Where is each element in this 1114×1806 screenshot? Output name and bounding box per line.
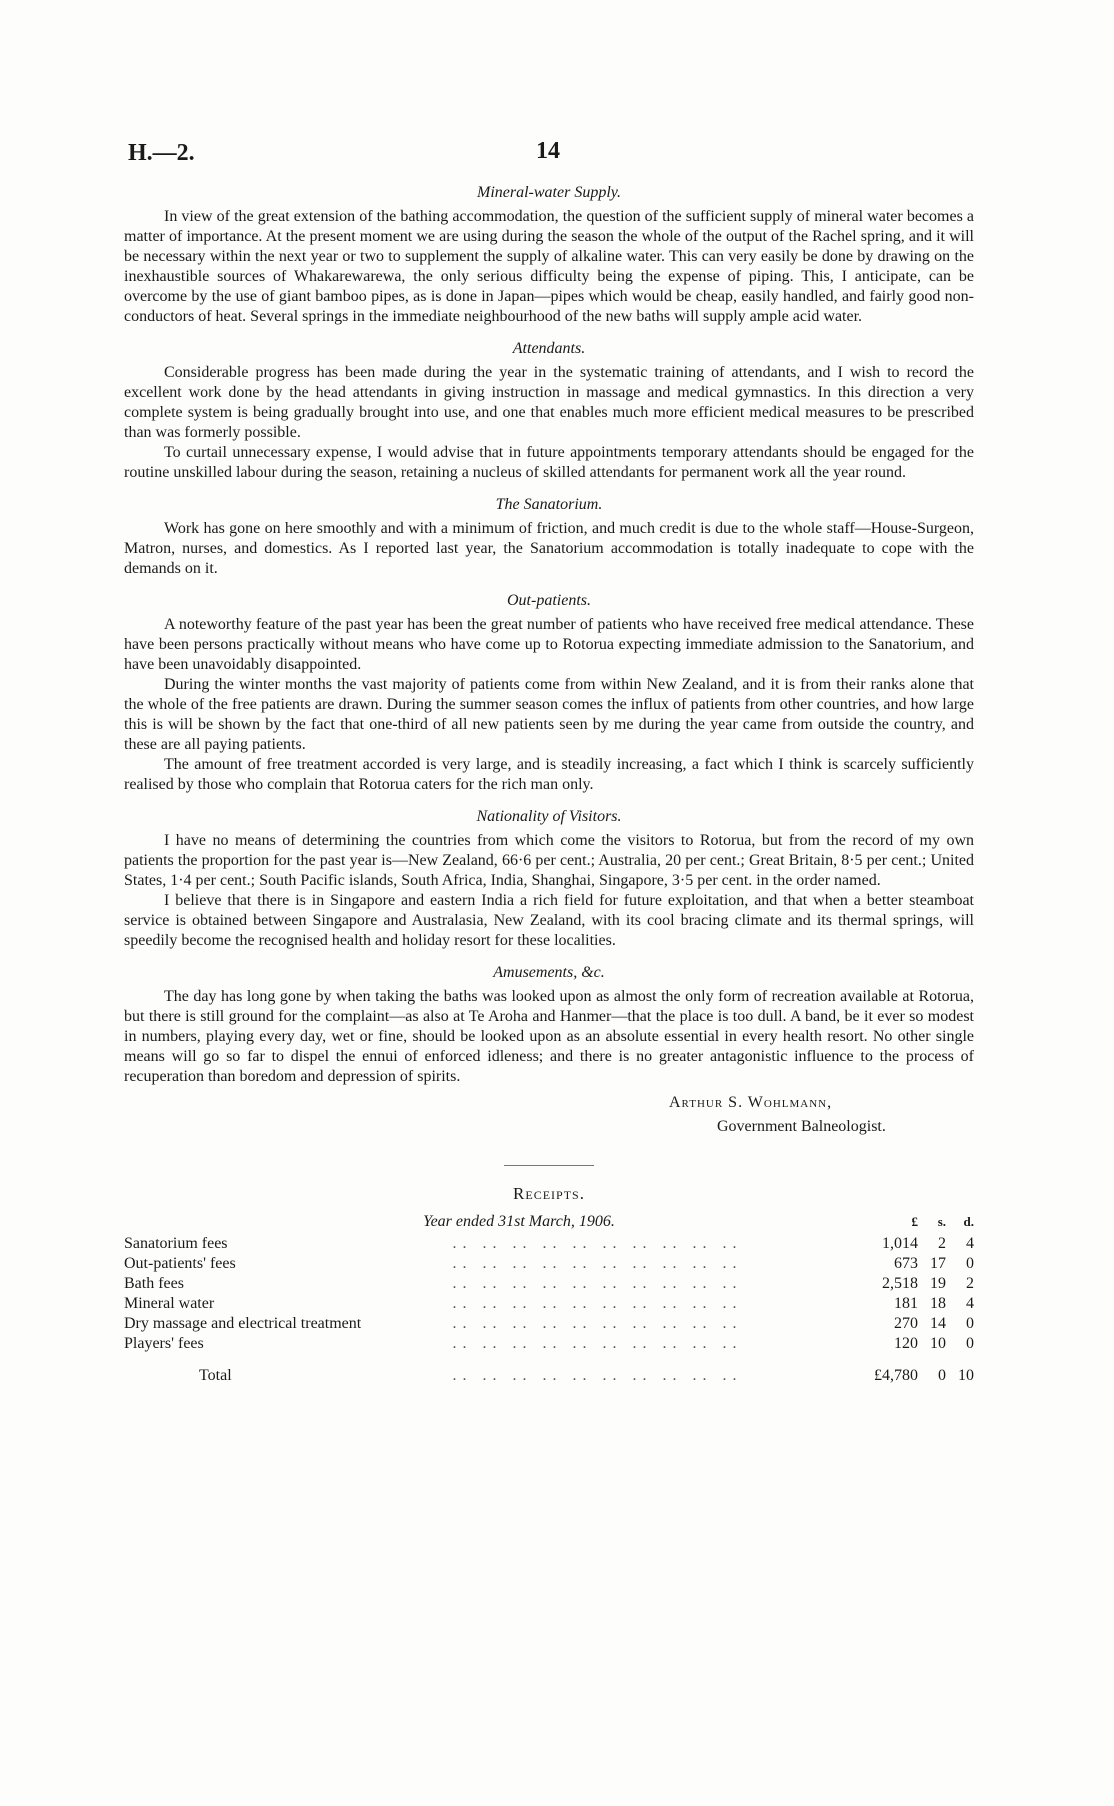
table-row xyxy=(124,1274,974,1294)
leader-dots: .. .. .. .. .. .. .. .. .. .. xyxy=(452,1255,743,1272)
report-reference: H.—2. xyxy=(128,140,195,166)
row-label: Players' fees xyxy=(124,1335,204,1352)
page-number: 14 xyxy=(536,138,560,164)
section-out-patients xyxy=(124,591,974,795)
shillings-cell: 17 xyxy=(930,1255,946,1272)
section-sanatorium xyxy=(124,495,974,579)
signatory-name: Arthur S. Wohlmann, xyxy=(669,1094,833,1111)
signatory-title: Government Balneologist. xyxy=(717,1118,886,1135)
section-mineral-water xyxy=(124,183,974,327)
signature-block xyxy=(669,1091,974,1139)
section-heading: Mineral-water Supply. xyxy=(477,184,621,201)
table-row xyxy=(124,1254,974,1274)
table-row xyxy=(124,1294,974,1314)
pence-cell: 0 xyxy=(966,1315,974,1332)
document-body xyxy=(124,183,974,1386)
paragraph: Considerable progress has been made during the year in the systematic training of attendants, and I wish to record the excellent work done by the head attendants in giving instruction in massage and medical gymnastics. In this direction a very complete system is being gradually brought into use, and one that enables much more efficient medical measures to be prescribed than was formerly possible. xyxy=(124,364,974,441)
paragraph: I believe that there is in Singapore and eastern India a rich field for future exploitation, and that when a better steamboat service is obtained between Singapore and Australasia, New Zealand, with its cool bracing climate and its thermal springs, will speedily become the recognised health and holiday resort for these localities. xyxy=(124,892,974,949)
section-attendants xyxy=(124,339,974,483)
row-label: Mineral water xyxy=(124,1295,215,1312)
total-label: Total xyxy=(199,1367,232,1384)
section-heading: Out-patients. xyxy=(507,592,591,609)
pence-cell: 4 xyxy=(966,1295,974,1312)
paragraph: I have no means of determining the countries from which come the visitors to Rotorua, but from the record of my own patients the proportion for the past year is—New Zealand, 66·6 per cent.; Australia, 20 per cent.; Great Britain, 8·5 per cent.; United States, 1·4 per cent.; South Pacific islands, South Africa, India, Shanghai, Singapore, 3·5 per cent. in the order named. xyxy=(124,832,974,889)
pounds-cell: 270 xyxy=(894,1315,918,1332)
row-label: Sanatorium fees xyxy=(124,1235,228,1252)
total-pence: 10 xyxy=(958,1367,974,1384)
section-divider xyxy=(504,1165,594,1166)
section-nationality xyxy=(124,807,974,951)
paragraph: To curtail unnecessary expense, I would advise that in future appointments temporary attendants should be engaged for the routine unskilled labour during the season, retaining a nucleus of skilled attendants for permanent work all the year round. xyxy=(124,444,974,481)
pounds-cell: 1,014 xyxy=(882,1235,918,1252)
shillings-cell: 10 xyxy=(930,1335,946,1352)
receipts-title: Receipts. xyxy=(513,1184,585,1203)
leader-dots: .. .. .. .. .. .. .. .. .. .. xyxy=(452,1295,743,1312)
pence-cell: 4 xyxy=(966,1235,974,1252)
paragraph: During the winter months the vast majority of patients come from within New Zealand, and it is from their ranks alone that the whole of the free patients are drawn. During the summer season comes the influx of patients from other countries, and how large this is will be shown by the fact that one-third of all new patients seen by me during the year came from outside the country, and these are all paying patients. xyxy=(124,676,974,753)
pounds-cell: 120 xyxy=(894,1335,918,1352)
paragraph: The day has long gone by when taking the baths was looked upon as almost the only form of recreation available at Rotorua, but there is still ground for the complaint—as also at Te Aroha and Hanmer—that the place is too dull. A band, be it ever so modest in numbers, playing every day, wet or fine, should be looked upon as an absolute essential in every health resort. No other single means will go so far to dispel the ennui of enforced idleness; and there is no greater antagonistic influence to the process of recuperation than boredom and depression of spirits. xyxy=(124,988,974,1085)
leader-dots: .. .. .. .. .. .. .. .. .. .. xyxy=(452,1367,743,1384)
shillings-cell: 19 xyxy=(930,1275,946,1292)
total-pounds: £4,780 xyxy=(874,1367,918,1384)
pounds-cell: 181 xyxy=(894,1295,918,1312)
total-row xyxy=(124,1354,974,1386)
pounds-header: £ xyxy=(911,1214,918,1229)
pence-cell: 0 xyxy=(966,1335,974,1352)
total-shillings: 0 xyxy=(938,1367,946,1384)
table-row xyxy=(124,1234,974,1254)
pence-cell: 0 xyxy=(966,1255,974,1272)
leader-dots: .. .. .. .. .. .. .. .. .. .. xyxy=(452,1315,743,1332)
section-heading: The Sanatorium. xyxy=(495,496,603,513)
shillings-header: s. xyxy=(937,1214,946,1229)
leader-dots: .. .. .. .. .. .. .. .. .. .. xyxy=(452,1275,743,1292)
shillings-cell: 2 xyxy=(938,1235,946,1252)
receipts-subheader xyxy=(124,1212,974,1232)
row-label: Dry massage and electrical treatment xyxy=(124,1315,362,1332)
pence-cell: 2 xyxy=(966,1275,974,1292)
shillings-cell: 14 xyxy=(930,1315,946,1332)
shillings-cell: 18 xyxy=(930,1295,946,1312)
paragraph: In view of the great extension of the bathing accommodation, the question of the sufficient supply of mineral water becomes a matter of importance. At the present moment we are using during the season the whole of the output of the Rachel spring, and it will be necessary within the next year or two to supplement the supply of alkaline water. This can very easily be done by drawing on the inexhaustible sources of Whakarewarewa, the only serious difficulty being the expense of piping. This, I anticipate, can be overcome by the use of giant bamboo pipes, as is done in Japan—pipes which would be cheap, easily handled, and fairly good non-conductors of heat. Several springs in the immediate neighbourhood of the new baths will supply ample acid water. xyxy=(124,208,974,325)
pounds-cell: 2,518 xyxy=(882,1275,918,1292)
section-heading: Nationality of Visitors. xyxy=(476,808,622,825)
table-row xyxy=(124,1334,974,1354)
section-heading: Amusements, &c. xyxy=(493,964,605,981)
leader-dots: .. .. .. .. .. .. .. .. .. .. xyxy=(452,1235,743,1252)
table-row xyxy=(124,1314,974,1334)
pence-header: d. xyxy=(963,1214,974,1229)
paragraph: Work has gone on here smoothly and with a minimum of friction, and much credit is due to the whole staff—House-Surgeon, Matron, nurses, and domestics. As I reported last year, the Sanatorium accommodation is totally inadequate to cope with the demands on it. xyxy=(124,520,974,577)
paragraph: The amount of free treatment accorded is very large, and is steadily increasing, a fact which I think is scarcely sufficiently realised by those who complain that Rotorua caters for the rich man only. xyxy=(124,756,974,793)
section-heading: Attendants. xyxy=(512,340,586,357)
leader-dots: .. .. .. .. .. .. .. .. .. .. xyxy=(452,1335,743,1352)
receipts-table xyxy=(124,1234,974,1386)
row-label: Bath fees xyxy=(124,1275,184,1292)
row-label: Out-patients' fees xyxy=(124,1255,236,1272)
currency-column-headers xyxy=(874,1212,974,1232)
paragraph: A noteworthy feature of the past year has been the great number of patients who have received free medical attendance. These have been persons practically without means who have come up to Rotorua expecting immediate admission to the Sanatorium, and have been unavoidably disappointed. xyxy=(124,616,974,673)
receipts-year: Year ended 31st March, 1906. xyxy=(423,1213,615,1230)
pounds-cell: 673 xyxy=(894,1255,918,1272)
section-amusements xyxy=(124,963,974,1087)
